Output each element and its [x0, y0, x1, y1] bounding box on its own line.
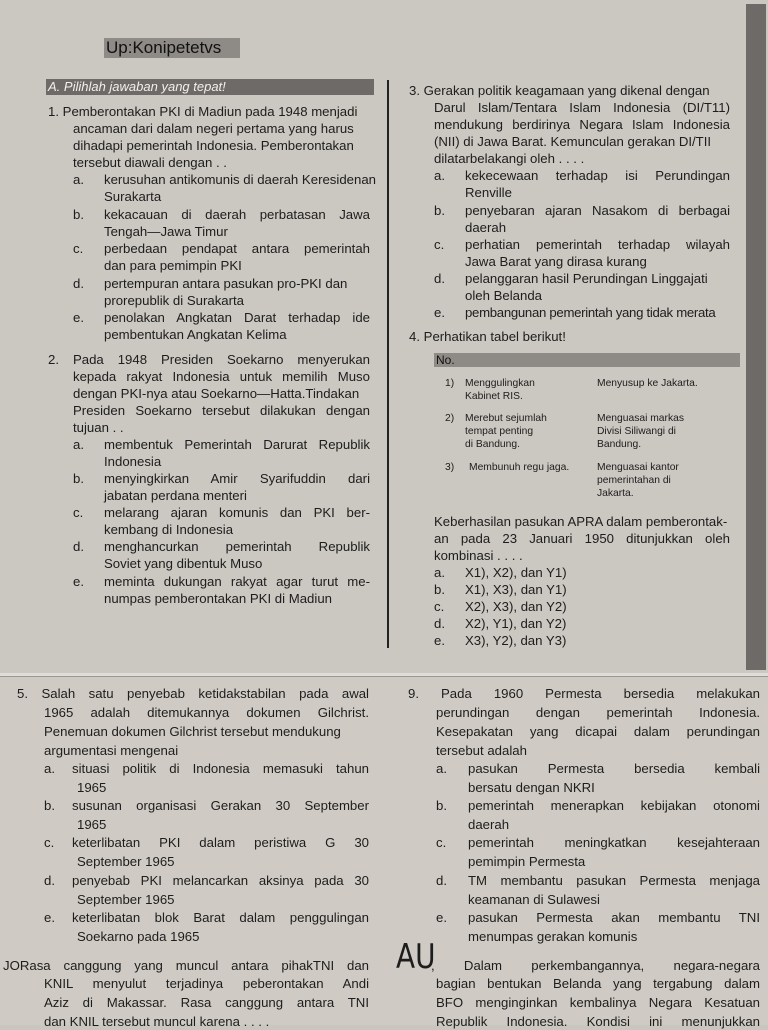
q9-option-letter: c.	[436, 835, 447, 850]
q3-option-b: daerah	[465, 220, 507, 235]
q9-option-c: pemerintah meningkatkan kesejahteraan	[468, 835, 760, 850]
q4-cell-x: Kabinet RIS.	[465, 391, 523, 402]
q9-option-d: TM membantu pasukan Permesta menjaga	[468, 873, 760, 888]
q4-row-number: 3)	[445, 462, 455, 473]
q1-option-letter: c.	[73, 241, 84, 256]
q1-line: 1. Pemberontakan PKI di Madiun pada 1948 menjadi	[48, 104, 358, 119]
q3-option-c: perhatian pemerintah terhadap wilayah	[465, 237, 730, 252]
q4-cell-y: pemerintahan di	[597, 475, 671, 486]
q5-option-b: susunan organisasi Gerakan 30 September	[72, 798, 369, 813]
q10-line: Republik Indonesia. Kondisi ini menunjukkan	[436, 1014, 760, 1029]
q1-line: dihadapi pemerintah Indonesia. Pemberontakan	[73, 138, 354, 153]
q5-option-d: penyebab PKI melancarkan aksinya pada 30	[72, 873, 369, 888]
q2-option-letter: e.	[73, 574, 84, 589]
column-rule	[387, 80, 389, 648]
q3-line: dilatarbelakangi oleh . . . .	[434, 151, 585, 166]
q9-option-a: bersatu dengan NKRI	[468, 780, 595, 795]
q4-cell-x: Merebut sejumlah	[465, 413, 547, 424]
q4-option-c: X2), X3), dan Y2)	[465, 599, 567, 614]
q5-option-c: September 1965	[77, 854, 175, 869]
q1-line: tersebut diawali dengan . .	[73, 155, 227, 170]
q3-option-a: kekecewaan terhadap isi Perundingan	[465, 168, 730, 183]
q9-option-d: keamanan di Sulawesi	[468, 892, 600, 907]
q9-option-letter: a.	[436, 761, 447, 776]
q4-option-a: X1), X2), dan Y1)	[465, 565, 567, 580]
q4-row-number: 2)	[445, 413, 455, 424]
q4-cell-x: di Bandung.	[465, 439, 520, 450]
q3-option-letter: b.	[434, 203, 445, 218]
q4-option-d: X2), Y1), dan Y2)	[465, 616, 567, 631]
q4-option-letter: d.	[434, 616, 445, 631]
q10-handwritten-prefix: AU	[396, 937, 436, 977]
q2-option-letter: d.	[73, 539, 84, 554]
q3-line: 3. Gerakan politik keagamaan yang dikenal dengan	[409, 83, 710, 98]
q4-cell-x: Menggulingkan	[465, 378, 535, 389]
q9-line: Kesepakatan yang dicapai dalam perundingan	[436, 724, 760, 739]
q4-option-letter: a.	[434, 565, 445, 580]
q4-row-number: 1)	[445, 378, 455, 389]
q9-option-letter: b.	[436, 798, 447, 813]
q9-option-letter: e.	[436, 910, 447, 925]
q5-line: 5. Salah satu penyebab ketidakstabilan pada awal	[17, 686, 369, 701]
q1-option-b: Tengah—Jawa Timur	[104, 224, 228, 239]
q5-option-letter: b.	[44, 798, 55, 813]
q5-option-letter: a.	[44, 761, 55, 776]
q5-line: 1965 adalah ditemukannya dokumen Gilchrist.	[44, 705, 369, 720]
q5-option-c: keterlibatan PKI dalam peristiwa G 30	[72, 835, 369, 850]
q6-line: Aziz di Makassar. Rasa canggung antara TNI	[44, 995, 369, 1010]
q4-option-letter: e.	[434, 633, 445, 648]
q5-option-letter: d.	[44, 873, 55, 888]
q1-option-e: penolakan Angkatan Darat terhadap ide	[104, 310, 370, 325]
q2-line: 2. Pada 1948 Presiden Soekarno menyerukan	[48, 352, 370, 367]
q1-option-letter: d.	[73, 276, 84, 291]
q1-line: ancaman dari dalam negeri pertama yang harus	[73, 121, 354, 136]
q2-option-a: Indonesia	[104, 454, 162, 469]
q4-question-line: Keberhasilan pasukan APRA dalam pemberontak-	[434, 514, 728, 529]
q5-option-e: Soekarno pada 1965	[77, 929, 200, 944]
q2-option-a: membentuk Pemerintah Darurat Republik	[104, 437, 370, 452]
q1-option-c: perbedaan pendapat antara pemerintah	[104, 241, 370, 256]
q5-option-d: September 1965	[77, 892, 175, 907]
q4-cell-y: Menguasai markas	[597, 413, 684, 424]
q3-option-letter: a.	[434, 168, 445, 183]
q2-option-c: kembang di Indonesia	[104, 522, 234, 537]
q1-option-a: Surakarta	[104, 189, 162, 204]
page-edge-bar	[746, 4, 766, 670]
q9-line: 9. Pada 1960 Permesta bersedia melakukan	[408, 686, 760, 701]
q3-line: mendukung berdirinya Negara Islam Indonesia	[434, 117, 730, 132]
q4-cell-y: Bandung.	[597, 439, 642, 450]
q10-line: , Dalam perkembangannya, negara-negara	[431, 958, 760, 973]
q5-option-letter: c.	[44, 835, 55, 850]
q5-option-a: situasi politik di Indonesia memasuki tahun	[72, 761, 369, 776]
q4-intro: 4. Perhatikan tabel berikut!	[409, 329, 566, 344]
q1-option-d: prorepublik di Surakarta	[104, 293, 245, 308]
q2-option-d: menghancurkan pemerintah Republik	[104, 539, 370, 554]
q9-option-b: pemerintah menerapkan kebijakan otonomi	[468, 798, 760, 813]
q2-option-letter: b.	[73, 471, 84, 486]
q2-line: tujuan . .	[73, 420, 124, 435]
q10-line: bagian bentukan Belanda yang tergabung dalam	[436, 976, 760, 991]
q4-cell-y: Divisi Siliwangi di	[597, 426, 676, 437]
q6-line: KNIL menyulut terjadinya peberontakan Andi	[44, 976, 369, 991]
q1-option-letter: a.	[73, 172, 84, 187]
q4-table-header: No.	[434, 353, 740, 367]
q4-question-line: kombinasi . . . .	[434, 548, 523, 563]
q5-option-letter: e.	[44, 910, 55, 925]
q2-line: Presiden Soekarno tersebut dilakukan dengan	[73, 403, 370, 418]
q2-option-b: menyingkirkan Amir Syarifuddin dari	[104, 471, 370, 486]
q10-line: BFO menginginkan kembalinya Negara Kesatuan	[436, 995, 760, 1010]
q3-option-d: pelanggaran hasil Perundingan Linggajati	[465, 271, 708, 286]
q1-option-letter: e.	[73, 310, 84, 325]
q1-option-b: kekacauan di daerah perbatasan Jawa	[104, 207, 370, 222]
q5-option-b: 1965	[77, 817, 107, 832]
q2-option-letter: c.	[73, 505, 84, 520]
q4-cell-y: Jakarta.	[597, 488, 634, 499]
q9-option-a: pasukan Permesta bersedia kembali	[468, 761, 760, 776]
q2-option-letter: a.	[73, 437, 84, 452]
q4-option-e: X3), Y2), dan Y3)	[465, 633, 567, 648]
q5-option-e: keterlibatan blok Barat dalam penggulingan	[72, 910, 369, 925]
q6-line: dan KNIL tersebut muncul karena . . . .	[44, 1014, 270, 1029]
q3-option-e: pembangunan pemerintah yang tidak merata	[465, 305, 716, 320]
q9-option-c: pemimpin Permesta	[468, 854, 586, 869]
q2-option-d: Soviet yang dibentuk Muso	[104, 556, 263, 571]
q2-line: dengan PKI-nya atau Soekarno—Hatta.Tindakan	[73, 386, 360, 401]
q2-line: kepada rakyat Indonesia untuk memilih Muso	[73, 369, 370, 384]
q4-cell-x: Membunuh regu jaga.	[469, 462, 570, 473]
page-title: Up:Konipetetvs	[104, 38, 240, 58]
q9-line: tersebut adalah	[436, 743, 527, 758]
q3-option-b: penyebaran ajaran Nasakom di berbagai	[465, 203, 730, 218]
q3-option-letter: d.	[434, 271, 445, 286]
q3-option-letter: c.	[434, 237, 445, 252]
q3-line: (NII) di Jawa Barat. Kemunculan gerakan DI/TII	[434, 134, 712, 149]
section-a-heading: A. Pilihlah jawaban yang tepat!	[46, 79, 374, 95]
q4-question-line: an pada 23 Januari 1950 ditunjukkan oleh	[434, 531, 730, 546]
q4-option-letter: c.	[434, 599, 445, 614]
q4-cell-y: Menguasai kantor	[597, 462, 679, 473]
q9-line: perundingan dengan pemerintah Indonesia.	[436, 705, 760, 720]
q4-option-b: X1), X3), dan Y1)	[465, 582, 567, 597]
q9-option-letter: d.	[436, 873, 447, 888]
q5-line: argumentasi mengenai	[44, 743, 179, 758]
q6-line: JORasa canggung yang muncul antara pihakTNI dan	[3, 958, 369, 973]
q4-option-letter: b.	[434, 582, 445, 597]
q1-option-e: pembentukan Angkatan Kelima	[104, 327, 287, 342]
q4-cell-y: Menyusup ke Jakarta.	[597, 378, 698, 389]
q3-option-a: Renville	[465, 185, 512, 200]
q3-option-d: oleh Belanda	[465, 288, 542, 303]
q1-option-a: kerusuhan antikomunis di daerah Keresidenan	[104, 172, 376, 187]
q1-option-c: dan para pemimpin PKI	[104, 258, 242, 273]
q3-line: Darul Islam/Tentara Islam Indonesia (DI/T11)	[434, 100, 730, 115]
q1-option-d: pertempuran antara pasukan pro-PKI dan	[104, 276, 348, 291]
q9-option-e: pasukan Permesta akan membantu TNI	[468, 910, 760, 925]
q3-option-letter: e.	[434, 305, 445, 320]
q5-option-a: 1965	[77, 780, 107, 795]
q1-option-letter: b.	[73, 207, 84, 222]
q3-option-c: Jawa Barat yang dirasa kurang	[465, 254, 647, 269]
q4-cell-x: tempat penting	[465, 426, 534, 437]
q9-option-b: daerah	[468, 817, 510, 832]
q2-option-e: numpas pemberontakan PKI di Madiun	[104, 591, 332, 606]
q2-option-b: jabatan perdana menteri	[104, 488, 247, 503]
q5-line: Penemuan dokumen Gilchrist tersebut mendukung	[44, 724, 341, 739]
q9-option-e: menumpas gerakan komunis	[468, 929, 638, 944]
q2-option-e: meminta dukungan rakyat agar turut me-	[104, 574, 370, 589]
q2-option-c: melarang ajaran komunis dan PKI ber-	[104, 505, 370, 520]
